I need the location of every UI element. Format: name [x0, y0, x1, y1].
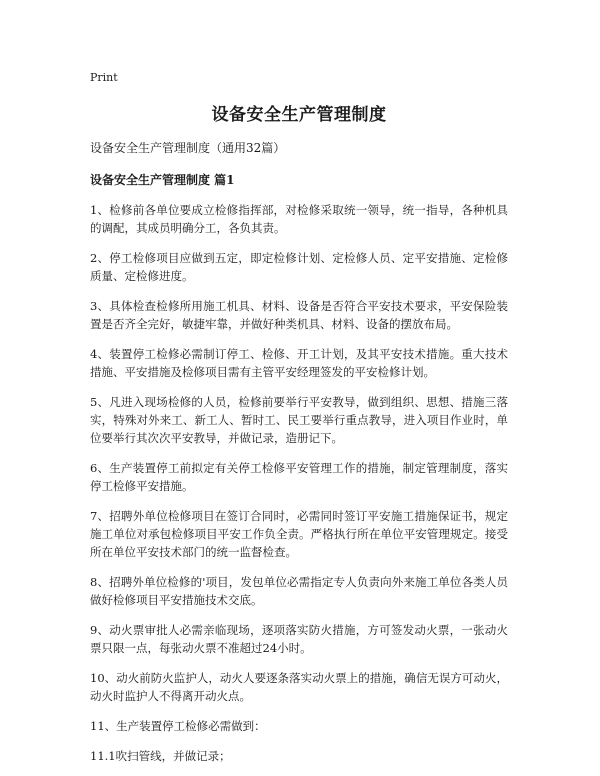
- document-subtitle: 设备安全生产管理制度（通用32篇）: [90, 141, 286, 155]
- page-title: 设备安全生产管理制度: [211, 105, 387, 125]
- print-link[interactable]: Print: [90, 71, 118, 84]
- paragraph-7: 7、招聘外单位检修项目在签订合同时，必需同时签订平安施工措施保证书，规定施工单位对承包检修项目平安工作负全责。严格执行所在单位平安管理规定。接受所在单位平安技术部门的统一监督检查。: [90, 509, 508, 559]
- section-heading: 设备安全生产管理制度 篇1: [90, 173, 235, 187]
- paragraph-5: 5、凡进入现场检修的人员，检修前要举行平安教导，做到组织、思想、措施三落实，特殊对外来工、新工人、暂时工、民工要举行重点教导，进入项目作业时，单位要举行其次次平安教导，并做记录，造册记下。: [90, 395, 508, 445]
- paragraph-1: 1、检修前各单位要成立检修指挥部，对检修采取统一领导，统一指导，各种机具的调配，其成员明确分工，各负其责。: [90, 203, 508, 235]
- paragraph-2: 2、停工检修项目应做到五定，即定检修计划、定检修人员、定平安措施、定检修质量、定检修进度。: [90, 251, 508, 283]
- paragraph-3: 3、具体检查检修所用施工机具、材料、设备是否符合平安技术要求，平安保险装置是否齐全完好，敏捷牢靠，并做好种类机具、材料、设备的摆放布局。: [90, 299, 508, 331]
- paragraph-4: 4、装置停工检修必需制订停工、检修、开工计划，及其平安技术措施。重大技术措施、平安措施及检修项目需有主管平安经理签发的平安检修计划。: [90, 347, 508, 379]
- paragraph-10: 10、动火前防火监护人，动火人要逐条落实动火票上的措施，确信无误方可动火，动火时监护人不得离开动火点。: [90, 671, 508, 703]
- paragraph-6: 6、生产装置停工前拟定有关停工检修平安管理工作的措施，制定管理制度，落实停工检修平安措施。: [90, 461, 508, 493]
- paragraph-8: 8、招聘外单位检修的'项目，发包单位必需指定专人负责向外来施工单位各类人员做好检修项目平安措施技术交底。: [90, 575, 508, 607]
- paragraph-9: 9、动火票审批人必需亲临现场，逐项落实防火措施，方可签发动火票，一张动火票只限一点，每张动火票不准超过24小时。: [90, 623, 508, 655]
- paragraph-11: 11、生产装置停工检修必需做到：: [90, 719, 266, 733]
- paragraph-11-1: 11.1吹扫管线，并做记录；: [90, 749, 231, 763]
